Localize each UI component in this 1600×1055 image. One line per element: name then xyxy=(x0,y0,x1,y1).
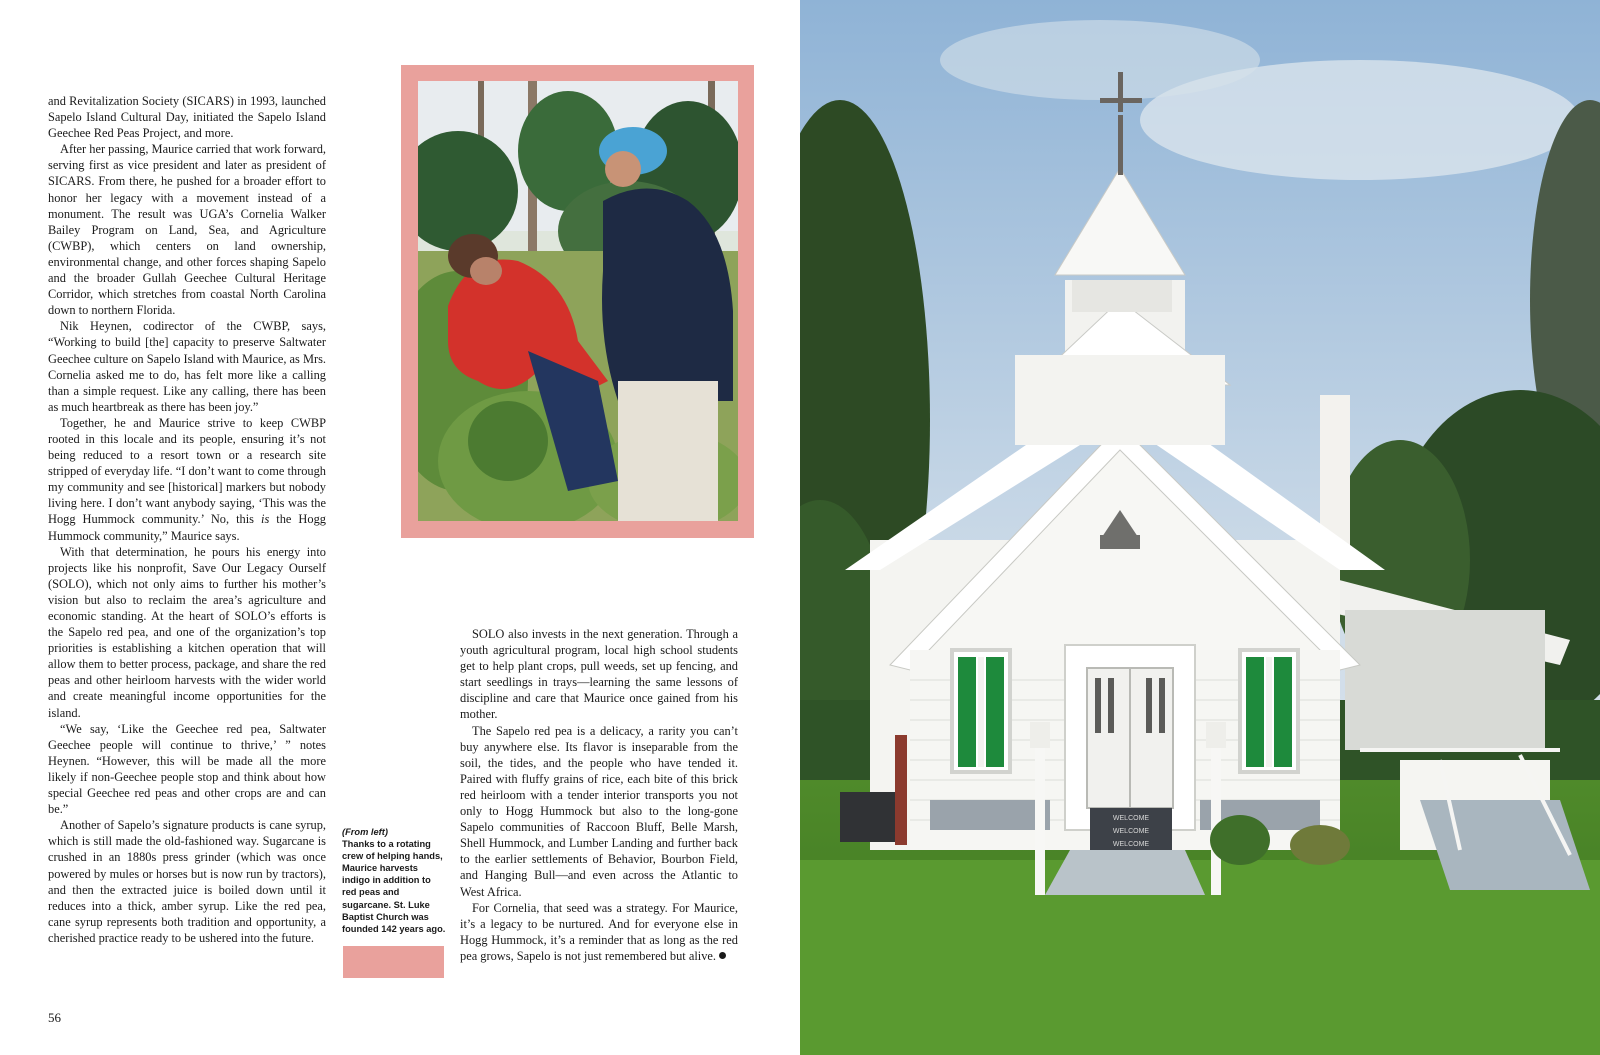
paragraph-text: Together, he and Maurice strive to keep CWBP rooted in this locale and its people, ensuring it’s not being reduced to a resort town or a research site stripped of everyday life. “I don’t want to come through my community and see [historical] markers but nobody living here. I don’t want anybody saying, ‘This was the Hogg Hummock community.’ No, this xyxy=(48,415,326,527)
paragraph: After her passing, Maurice carried that work forward, serving first as vice president and later as president of SICARS. From there, he pushed for a broader effort to honor her legacy with a movement instead of a monument. The result was UGA’s Cornelia Walker Bailey Program on Land, Sea, and Agriculture (CWBP), which centers on land ownership, environmental change, and other forces shaping Sapelo and the broader Gullah Geechee Cultural Heritage Corridor, which stretches from coastal North Carolina down to northern Florida. xyxy=(48,142,326,318)
paragraph: With that determination, he pours his energy into projects like his nonprofit, Save Our Legacy Ourself (SOLO), which not only aims to further his mother’s vision but also to reclaim the area’s agriculture and economic standing. At the heart of SOLO’s efforts is the Sapelo red pea, and one of the organization’s top priorities is establishing a kitchen operation that will allow them to better process, package, and share the red peas and other heirloom harvests with the wider world and create meaningful income opportunities for the island. xyxy=(48,544,326,720)
paragraph xyxy=(48,415,326,544)
italic-emphasis: is xyxy=(261,512,270,527)
paragraph xyxy=(460,900,738,964)
paragraph: Nik Heynen, codirector of the CWBP, says, “Working to build [the] capacity to preserve Saltwater Geechee culture on Sapelo Island with Maurice, as Mrs. Cornelia asked me to do, has felt more like a calling than a simple request. Like any calling, there has been as much heartbreak as there has been joy.” xyxy=(48,319,327,414)
paragraph-text: the Hogg Hummock community,” Maurice says. xyxy=(48,512,326,543)
decorative-color-block xyxy=(343,946,444,978)
paragraph: The Sapelo red pea is a delicacy, a rarity you can’t buy anywhere else. Its flavor is inseparable from the soil, the tides, and the people who have tended it. Paired with fluffy grains of rice, each bite of this brick red heirloom with a tender interior transports you not only to Hogg Hummock but also to the long-gone Sapelo communities of Raccoon Bluff, Belle Marsh, Shell Hummock, and Lumber Landing and further back to the earlier settlements of Behavior, Bourbon Field, and Hanging Bull—and even across the Atlantic to West Africa. xyxy=(460,723,738,899)
paragraph: “We say, ‘Like the Geechee red pea, Saltwater Geechee people will continue to thrive,’ ” notes Heynen. “However, this will be made all the more likely if non-Geechee people stop and think about how special Geechee red peas and other crops are and can be.” xyxy=(48,721,326,817)
right-page xyxy=(800,0,1600,1055)
paragraph: SOLO also invests in the next generation. Through a youth agricultural program, local high school students get to help plant crops, pull weeds, set up fencing, and start seedlings in trays—learning the same lessons of discipline and care that Maurice once gained from his mother. xyxy=(460,627,738,722)
article-column-2 xyxy=(460,626,738,964)
welcome-sign-1: WELCOME xyxy=(1112,815,1150,822)
page-number: 56 xyxy=(48,1010,61,1025)
article-column-1 xyxy=(48,93,326,946)
welcome-sign-2: WELCOME xyxy=(1112,828,1150,835)
paragraph: and Revitalization Society (SICARS) in 1993, launched Sapelo Island Cultural Day, initiated the Sapelo Island Geechee Red Peas Project, and more. xyxy=(48,94,326,141)
church-photo xyxy=(800,0,1600,1055)
caption-heading: (From left) xyxy=(342,827,388,837)
caption-body: Thanks to a rotating crew of helping hands, Maurice harvests indigo in addition to red peas and sugarcane. St. Luke Baptist Church was founded 142 years ago. xyxy=(342,839,446,934)
end-mark-icon xyxy=(719,952,726,959)
paragraph: Another of Sapelo’s signature products is cane syrup, which is still made the old-fashioned way. Sugarcane is crushed in an 1880s press grinder (which was once powered by mules or horses but is now run by tractors), and then the extracted juice is boiled down until it reduces into a thick, amber syrup. Like the red pea, cane syrup represents both tradition and opportunity, a cherished practice ready to be ushered into the future. xyxy=(48,818,326,945)
indigo-harvest-photo-frame xyxy=(401,65,754,538)
paragraph-text: For Cornelia, that seed was a strategy. For Maurice, it’s a legacy to be nurtured. And for everyone else in Hogg Hummock, it’s a reminder that as long as the red pea grows, Sapelo is not just remembered but alive. xyxy=(460,900,738,963)
welcome-sign-3: WELCOME xyxy=(1112,841,1150,848)
indigo-harvest-photo xyxy=(418,81,738,521)
photo-caption xyxy=(342,826,446,935)
